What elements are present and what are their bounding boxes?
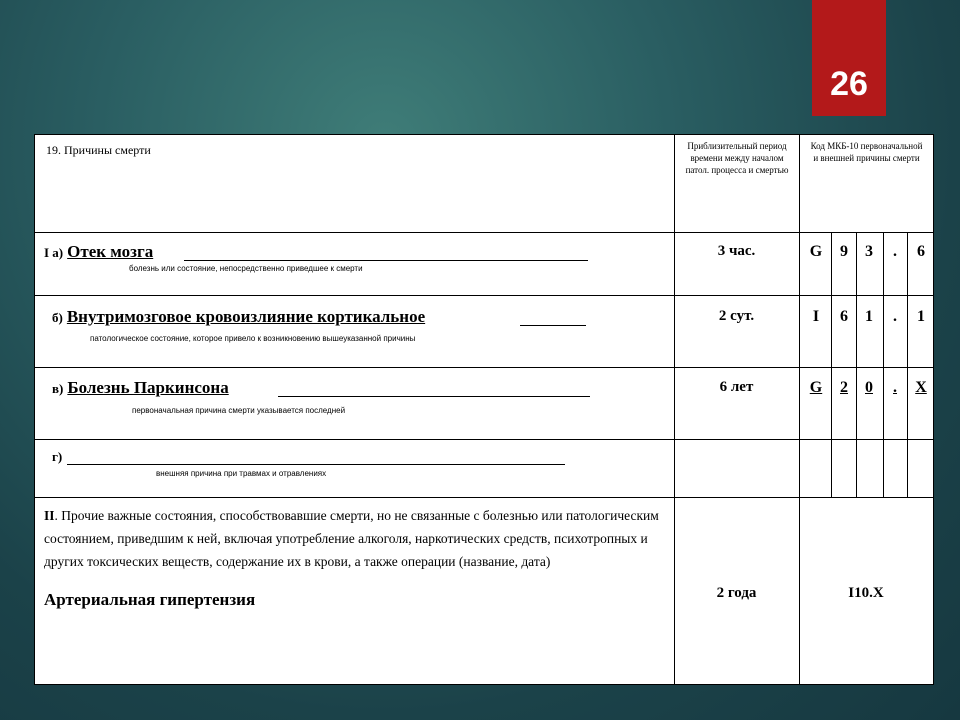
code-char: 3 (865, 243, 873, 260)
row-hint: болезнь или состояние, непосредственно приведшее к смерти (129, 264, 363, 273)
code-char: 9 (840, 243, 848, 260)
code-char: 6 (917, 243, 925, 260)
slide-number: 26 (830, 65, 868, 103)
period-value: 2 сут. (718, 308, 755, 324)
icd-code-header: Код МКБ-10 первоначальной и внешней причины смерти (810, 141, 923, 163)
code-cell-divider (883, 232, 884, 497)
row-prefix: I а) (44, 245, 64, 260)
cause-text: Отек мозга (67, 242, 154, 261)
section-2-numeral: II (44, 508, 55, 523)
code-char: I (812, 308, 820, 325)
row-hint: первоначальная причина смерти указывается последней (132, 406, 346, 415)
code-cell-divider (907, 232, 908, 497)
section-2-description (44, 504, 664, 573)
code-char: 1 (865, 308, 873, 325)
code-char: . (893, 243, 897, 260)
cause-text: Внутримозговое кровоизлияние кортикальное (66, 307, 426, 326)
section-2-code: I10.X (848, 585, 884, 601)
fill-line (67, 464, 565, 465)
cause-row-a (44, 242, 153, 262)
code-char: G (809, 243, 823, 260)
section-2-diagnosis: Артериальная гипертензия (44, 590, 256, 609)
border-right (933, 134, 934, 685)
code-char: 1 (917, 308, 925, 325)
code-char: . (893, 379, 897, 396)
row-prefix: в) (52, 381, 64, 396)
code-char: 0 (865, 379, 873, 396)
row-hint: патологическое состояние, которое привело к возникновению вышеуказанной причины (90, 334, 416, 343)
section-2-text: . Прочие важные состояния, способствовавшие смерти, но не связанные с болезнью или патологическим состоянием, приведшим к ней, включая употребление алкоголя, наркотических средств, психотропных и других токсических веществ, содержание их в крови, а также операции (название, дата) (44, 508, 659, 569)
period-value: 6 лет (719, 379, 754, 395)
code-char: . (893, 308, 897, 325)
cause-row-c (52, 378, 229, 398)
code-cell-divider (831, 232, 832, 497)
cause-row-b (52, 307, 425, 327)
code-char: 6 (840, 308, 848, 325)
period-header: Приблизительный период времени между началом патол. процесса и смертью (685, 141, 789, 175)
col-divider (674, 134, 675, 685)
border-left (34, 134, 35, 685)
section-2-period: 2 года (716, 585, 757, 601)
code-cell-divider (856, 232, 857, 497)
row-prefix: г) (52, 449, 63, 464)
cause-text: Болезнь Паркинсона (67, 378, 229, 397)
slide-number-badge (812, 0, 886, 116)
code-char: X (915, 379, 927, 396)
causes-header: 19. Причины смерти (46, 143, 151, 157)
fill-line (184, 260, 588, 261)
code-char: G (809, 379, 823, 396)
period-value: 3 час. (717, 243, 756, 259)
fill-line (278, 396, 590, 397)
fill-line (520, 325, 586, 326)
row-prefix: б) (52, 310, 63, 325)
cause-row-d (52, 448, 62, 466)
death-certificate-table (34, 134, 934, 685)
col-divider (799, 134, 800, 685)
row-hint: внешняя причина при травмах и отравлениях (156, 469, 327, 478)
code-char: 2 (840, 379, 848, 396)
